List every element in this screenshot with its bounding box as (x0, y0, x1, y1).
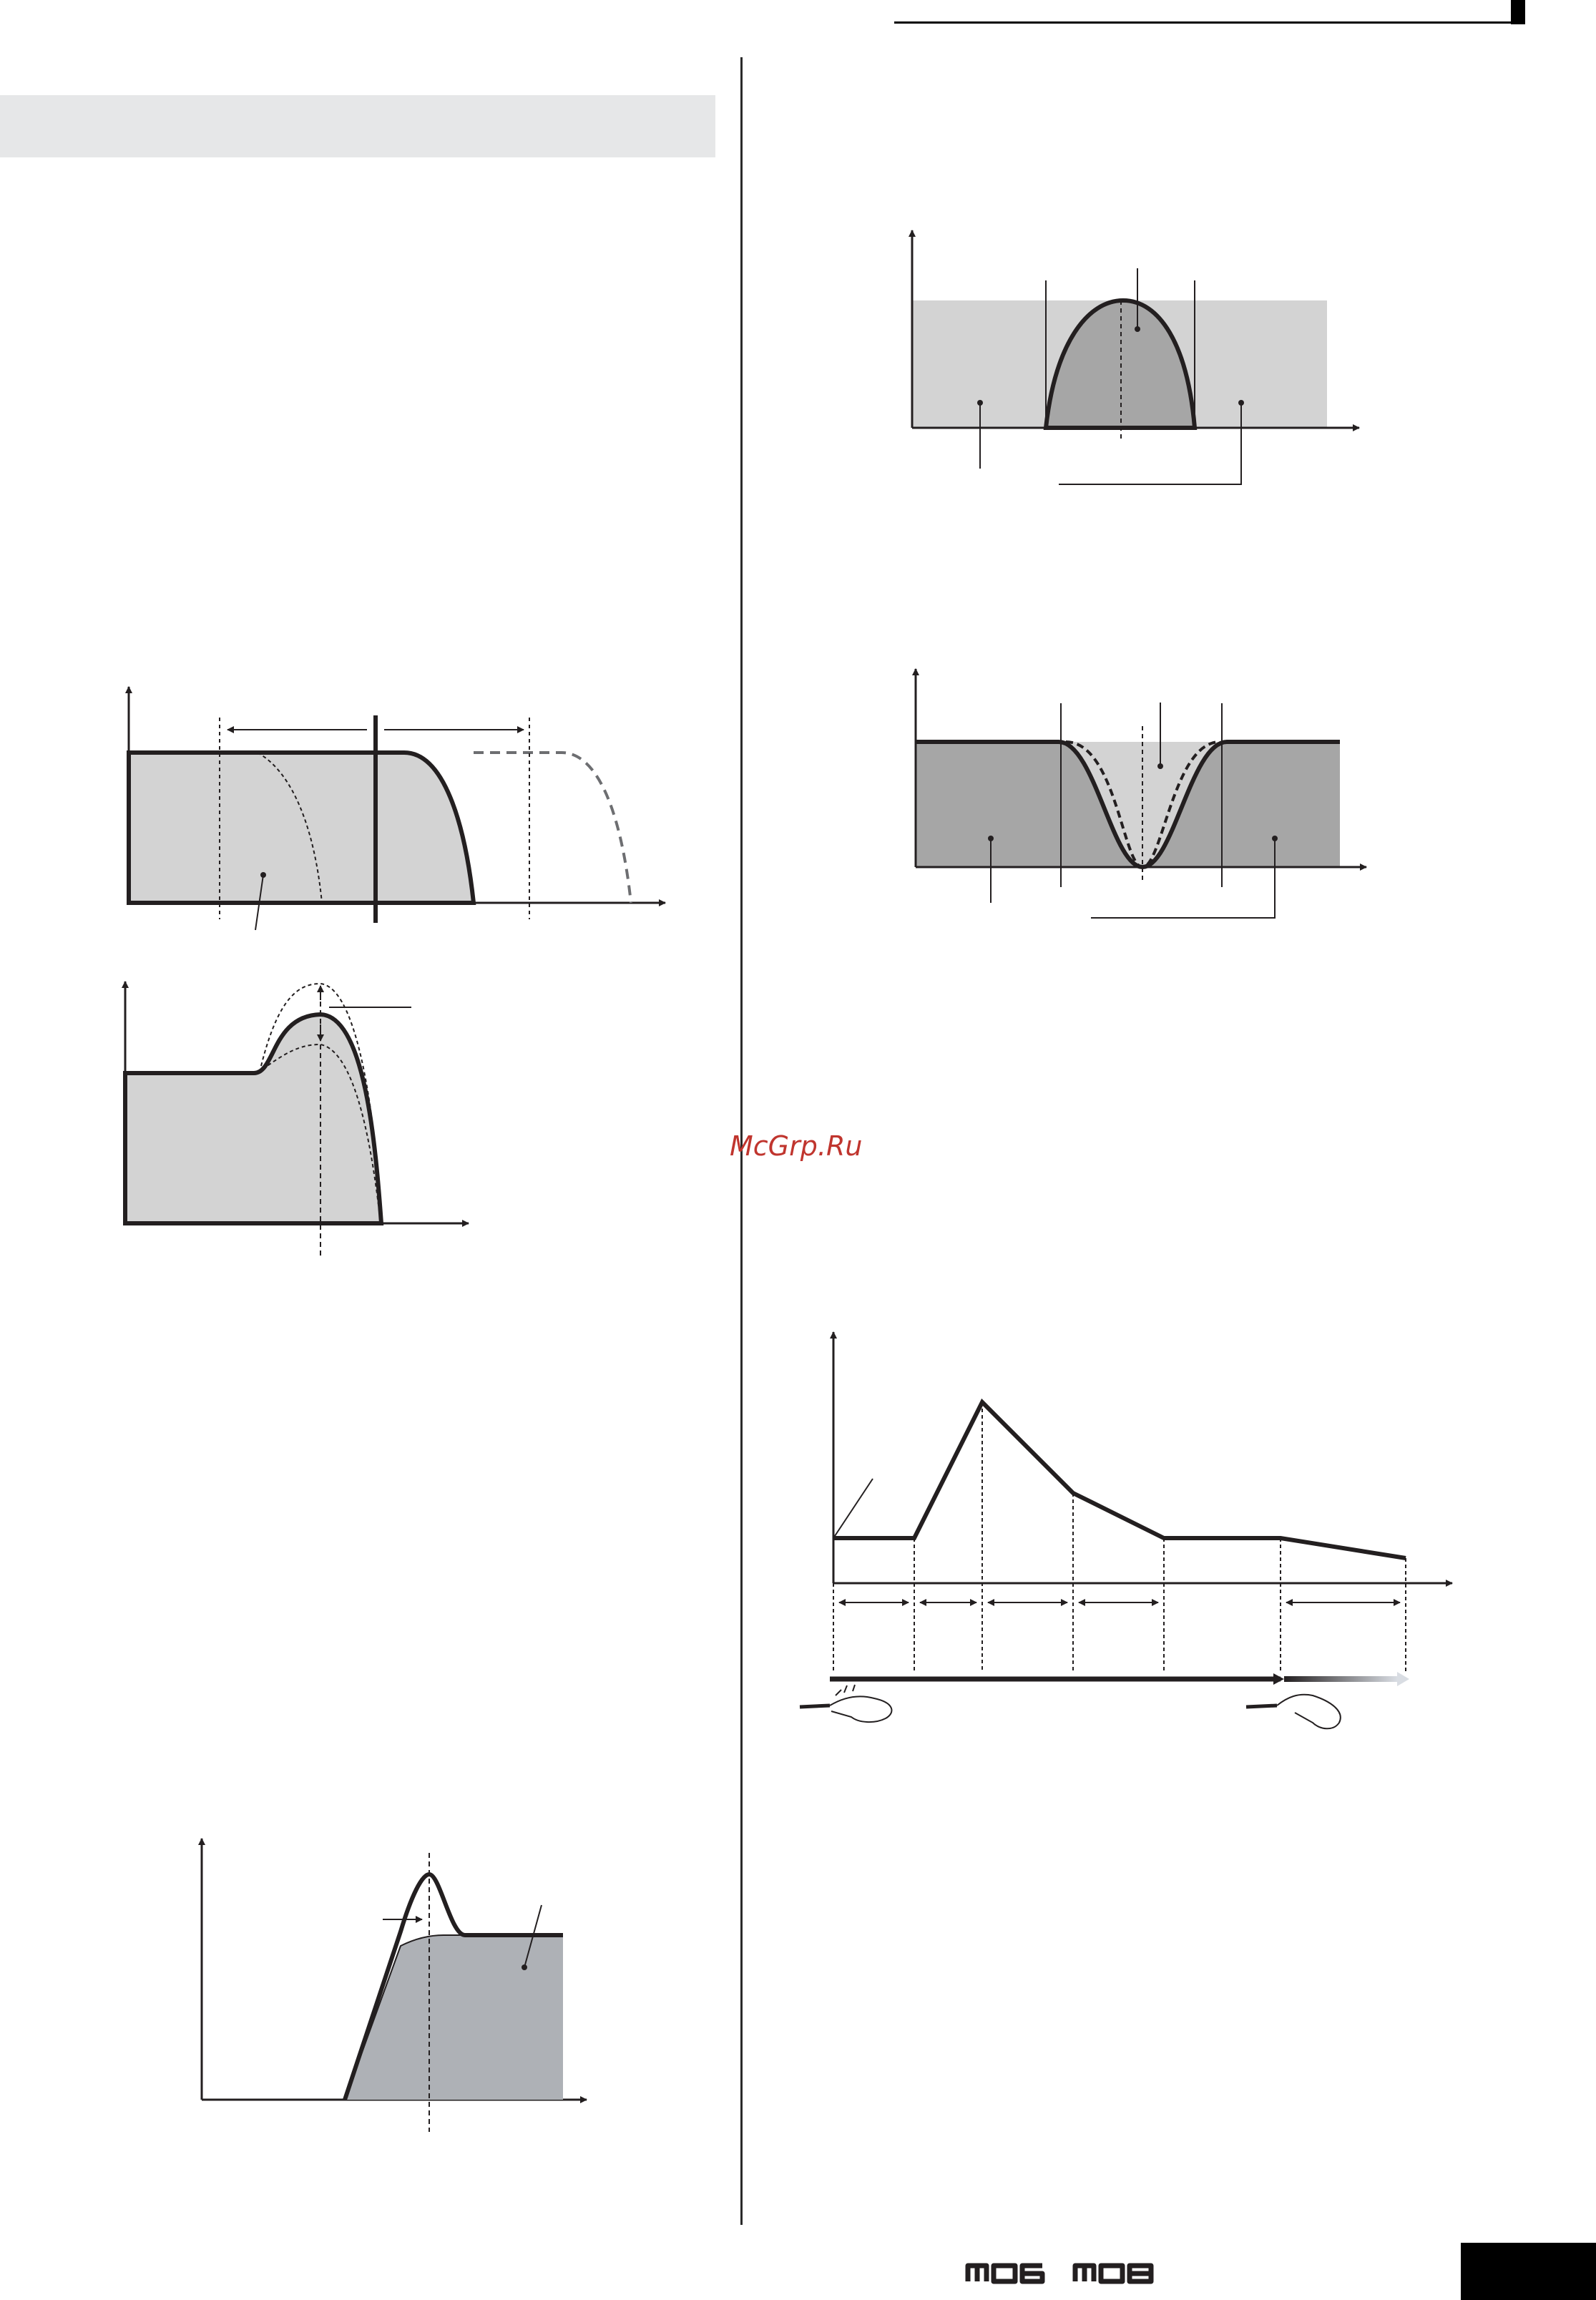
key-press-hand-icon (800, 1685, 891, 1722)
watermark-text: McGrp.Ru (730, 1130, 863, 1162)
lpf-resonance-diagram (107, 973, 479, 1259)
bpf-diagram (887, 222, 1374, 501)
mo6-mo8-logo (962, 2257, 1184, 2289)
lpf-cutoff-diagram (107, 680, 680, 937)
key-release-hand-icon (1246, 1695, 1341, 1729)
filter-envelope-diagram (787, 1323, 1467, 1738)
hpf-resonance-diagram (186, 1831, 594, 2146)
header-rule (894, 21, 1521, 24)
section-title-band (0, 95, 715, 157)
bef-diagram (891, 658, 1384, 930)
header-tab-marker (1511, 0, 1525, 24)
page-number-tab (1461, 2243, 1596, 2300)
